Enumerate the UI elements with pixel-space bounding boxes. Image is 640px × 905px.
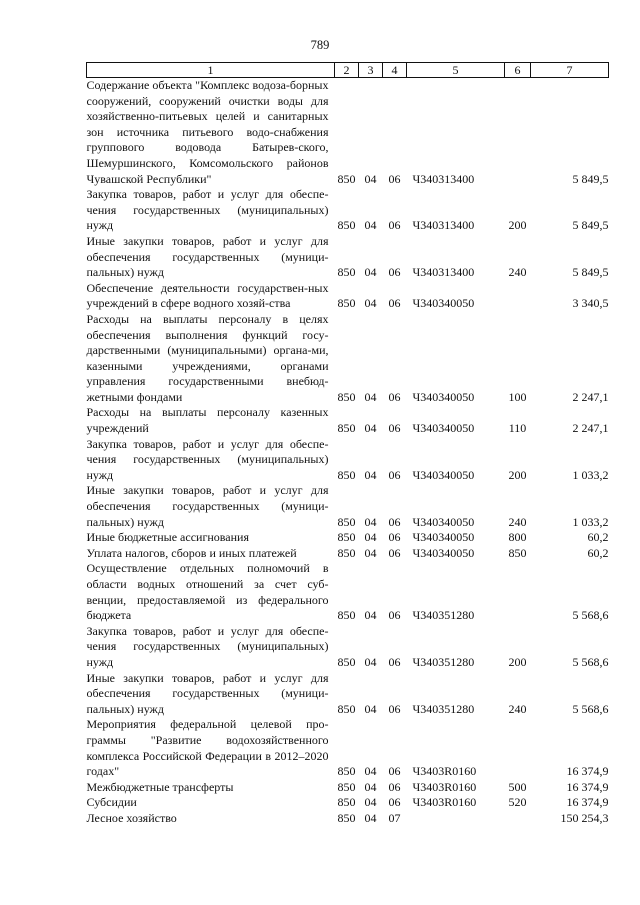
subsection-code: 06: [388, 795, 401, 810]
table-row: [87, 281, 609, 312]
row-name: Уплата налогов, сборов и иных платежей: [86, 545, 297, 560]
section-code: 04: [364, 389, 377, 404]
expense-type-code: 500: [508, 779, 527, 794]
section-code: 04: [364, 701, 377, 716]
amount: 150 254,3: [560, 810, 609, 825]
table-row: [87, 234, 609, 281]
subsection-code: 06: [388, 514, 401, 529]
column-header: 4: [383, 63, 407, 78]
amount: 1 033,2: [572, 514, 609, 529]
subsection-code: 06: [388, 530, 401, 545]
table-row: [87, 780, 609, 796]
ministry-code: 850: [337, 764, 356, 779]
ministry-code: 850: [337, 810, 356, 825]
target-article-code: [407, 811, 505, 827]
ministry-code: 850: [337, 296, 356, 311]
ministry-code: 850: [337, 171, 356, 186]
ministry-code: 850: [337, 218, 356, 233]
target-article-code: Ч340340050: [412, 467, 475, 482]
section-code: 04: [364, 810, 377, 825]
amount: 5 849,5: [572, 171, 609, 186]
table-row: [87, 312, 609, 406]
expense-type-code: 200: [508, 218, 527, 233]
row-name: Мероприятия федеральной целевой про-граммы "Развитие водохозяйственного комплекса Российской Федерации в 2012–2020 годах": [86, 717, 329, 779]
amount: 16 374,9: [566, 779, 609, 794]
target-article-code: Ч340340050: [412, 545, 475, 560]
table-row: [87, 561, 609, 623]
subsection-code: 06: [388, 654, 401, 669]
amount: 3 340,5: [572, 296, 609, 311]
table-row: [87, 405, 609, 436]
table-row: [87, 78, 609, 188]
ministry-code: 850: [337, 545, 356, 560]
ministry-code: 850: [337, 265, 356, 280]
expense-type-code: [505, 811, 531, 827]
budget-table: [86, 62, 609, 827]
section-code: 04: [364, 421, 377, 436]
amount: 5 849,5: [572, 265, 609, 280]
expense-type-code: 520: [508, 795, 527, 810]
section-code: 04: [364, 795, 377, 810]
subsection-code: 06: [388, 171, 401, 186]
column-header: 7: [531, 63, 609, 78]
row-name: Иные закупки товаров, работ и услуг для обеспечения государственных (муници-пальных) нужд: [86, 483, 329, 529]
table-row: [87, 795, 609, 811]
section-code: 04: [364, 514, 377, 529]
subsection-code: 06: [388, 764, 401, 779]
column-header: 5: [407, 63, 505, 78]
row-name: Закупка товаров, работ и услуг для обеспе-чения государственных (муниципальных) нужд: [86, 187, 329, 233]
ministry-code: 850: [337, 467, 356, 482]
subsection-code: 06: [388, 389, 401, 404]
subsection-code: 06: [388, 265, 401, 280]
table-row: [87, 546, 609, 562]
ministry-code: 850: [337, 530, 356, 545]
amount: 5 568,6: [572, 608, 609, 623]
expense-type-code: 800: [508, 530, 527, 545]
row-name: Иные закупки товаров, работ и услуг для обеспечения государственных (муници-пальных) нужд: [86, 233, 329, 280]
section-code: 04: [364, 654, 377, 669]
amount: 60,2: [587, 530, 609, 545]
target-article-code: Ч3403R0160: [412, 779, 477, 794]
amount: 16 374,9: [566, 795, 609, 810]
section-code: 04: [364, 265, 377, 280]
ministry-code: 850: [337, 654, 356, 669]
table-row: [87, 437, 609, 484]
page-number: 789: [310, 38, 330, 52]
expense-type-code: 850: [508, 545, 527, 560]
target-article-code: Ч340313400: [412, 265, 475, 280]
target-article-code: Ч340340050: [412, 296, 475, 311]
column-header: 2: [335, 63, 359, 78]
column-header: 3: [359, 63, 383, 78]
target-article-code: Ч3403R0160: [412, 764, 477, 779]
row-name: Лесное хозяйство: [86, 810, 177, 825]
expense-type-code: 110: [508, 421, 527, 436]
row-name: Содержание объекта "Комплекс водоза-борных сооружений, сооружений очистки воды для хозяйственно-питьевых целей и санитарных зон источника питьевого водо-снабжения группового водовода Батырев-ского, Шемуршинского, Комсомольского районов Чувашской Республики": [86, 78, 329, 186]
row-name: Обеспечение деятельности государствен-ных учреждений в сфере водного хозяй-ства: [86, 280, 329, 311]
target-article-code: Ч3403R0160: [412, 795, 477, 810]
table-row: [87, 671, 609, 718]
target-article-code: Ч340340050: [412, 530, 475, 545]
expense-type-code: [505, 561, 531, 623]
amount: 5 568,6: [572, 654, 609, 669]
target-article-code: Ч340340050: [412, 421, 475, 436]
target-article-code: Ч340340050: [412, 514, 475, 529]
subsection-code: 06: [388, 701, 401, 716]
amount: 2 247,1: [572, 389, 609, 404]
amount: 5 568,6: [572, 701, 609, 716]
amount: 5 849,5: [572, 218, 609, 233]
section-code: 04: [364, 171, 377, 186]
subsection-code: 06: [388, 779, 401, 794]
row-name: Межбюджетные трансферты: [86, 779, 234, 794]
row-name: Закупка товаров, работ и услуг для обеспе-чения государственных (муниципальных) нужд: [86, 436, 329, 482]
header-row: [87, 63, 609, 78]
section-code: 04: [364, 764, 377, 779]
ministry-code: 850: [337, 701, 356, 716]
table-row: [87, 530, 609, 546]
ministry-code: 850: [337, 389, 356, 404]
amount: 60,2: [587, 545, 609, 560]
row-name: Осуществление отдельных полномочий в области водных отношений за счет суб-венции, предоставляемой из федерального бюджета: [86, 561, 329, 623]
column-header: 6: [505, 63, 531, 78]
subsection-code: 06: [388, 218, 401, 233]
subsection-code: 06: [388, 296, 401, 311]
expense-type-code: 240: [508, 265, 527, 280]
expense-type-code: [505, 281, 531, 312]
ministry-code: 850: [337, 779, 356, 794]
table-row: [87, 187, 609, 234]
subsection-code: 06: [388, 467, 401, 482]
section-code: 04: [364, 608, 377, 623]
expense-type-code: [505, 717, 531, 779]
section-code: 04: [364, 296, 377, 311]
row-name: Иные закупки товаров, работ и услуг для обеспечения государственных (муници-пальных) нужд: [86, 670, 329, 716]
subsection-code: 06: [388, 545, 401, 560]
row-name: Иные бюджетные ассигнования: [86, 530, 249, 545]
section-code: 04: [364, 530, 377, 545]
ministry-code: 850: [337, 421, 356, 436]
row-name: Расходы на выплаты персоналу в целях обеспечения выполнения функций госу-дарственными (муниципальными) органа-ми, казенными учреждениями, органами управления государственными внебюд-жетными фондами: [86, 311, 329, 404]
target-article-code: Ч340313400: [412, 171, 475, 186]
ministry-code: 850: [337, 514, 356, 529]
expense-type-code: 100: [508, 389, 527, 404]
table-header: [87, 63, 609, 78]
target-article-code: Ч340313400: [412, 218, 475, 233]
ministry-code: 850: [337, 795, 356, 810]
expense-type-code: 240: [508, 514, 527, 529]
table-row: [87, 624, 609, 671]
expense-type-code: 200: [508, 654, 527, 669]
amount: 16 374,9: [566, 764, 609, 779]
subsection-code: 07: [388, 810, 401, 825]
amount: 1 033,2: [572, 467, 609, 482]
ministry-code: 850: [337, 608, 356, 623]
column-header: 1: [87, 63, 335, 78]
row-name: Субсидии: [86, 795, 137, 810]
target-article-code: Ч340351280: [412, 701, 475, 716]
section-code: 04: [364, 218, 377, 233]
table-row: [87, 811, 609, 827]
target-article-code: Ч340351280: [412, 654, 475, 669]
section-code: 04: [364, 467, 377, 482]
target-article-code: Ч340351280: [412, 608, 475, 623]
expense-type-code: [505, 78, 531, 188]
section-code: 04: [364, 779, 377, 794]
row-name: Закупка товаров, работ и услуг для обеспе-чения государственных (муниципальных) нужд: [86, 623, 329, 669]
row-name: Расходы на выплаты персоналу казенных учреждений: [86, 405, 329, 436]
expense-type-code: 240: [508, 701, 527, 716]
target-article-code: Ч340340050: [412, 389, 475, 404]
table-body: [87, 78, 609, 827]
table-row: [87, 483, 609, 530]
amount: 2 247,1: [572, 421, 609, 436]
expense-type-code: 200: [508, 467, 527, 482]
table-row: [87, 717, 609, 779]
subsection-code: 06: [388, 608, 401, 623]
subsection-code: 06: [388, 421, 401, 436]
section-code: 04: [364, 545, 377, 560]
